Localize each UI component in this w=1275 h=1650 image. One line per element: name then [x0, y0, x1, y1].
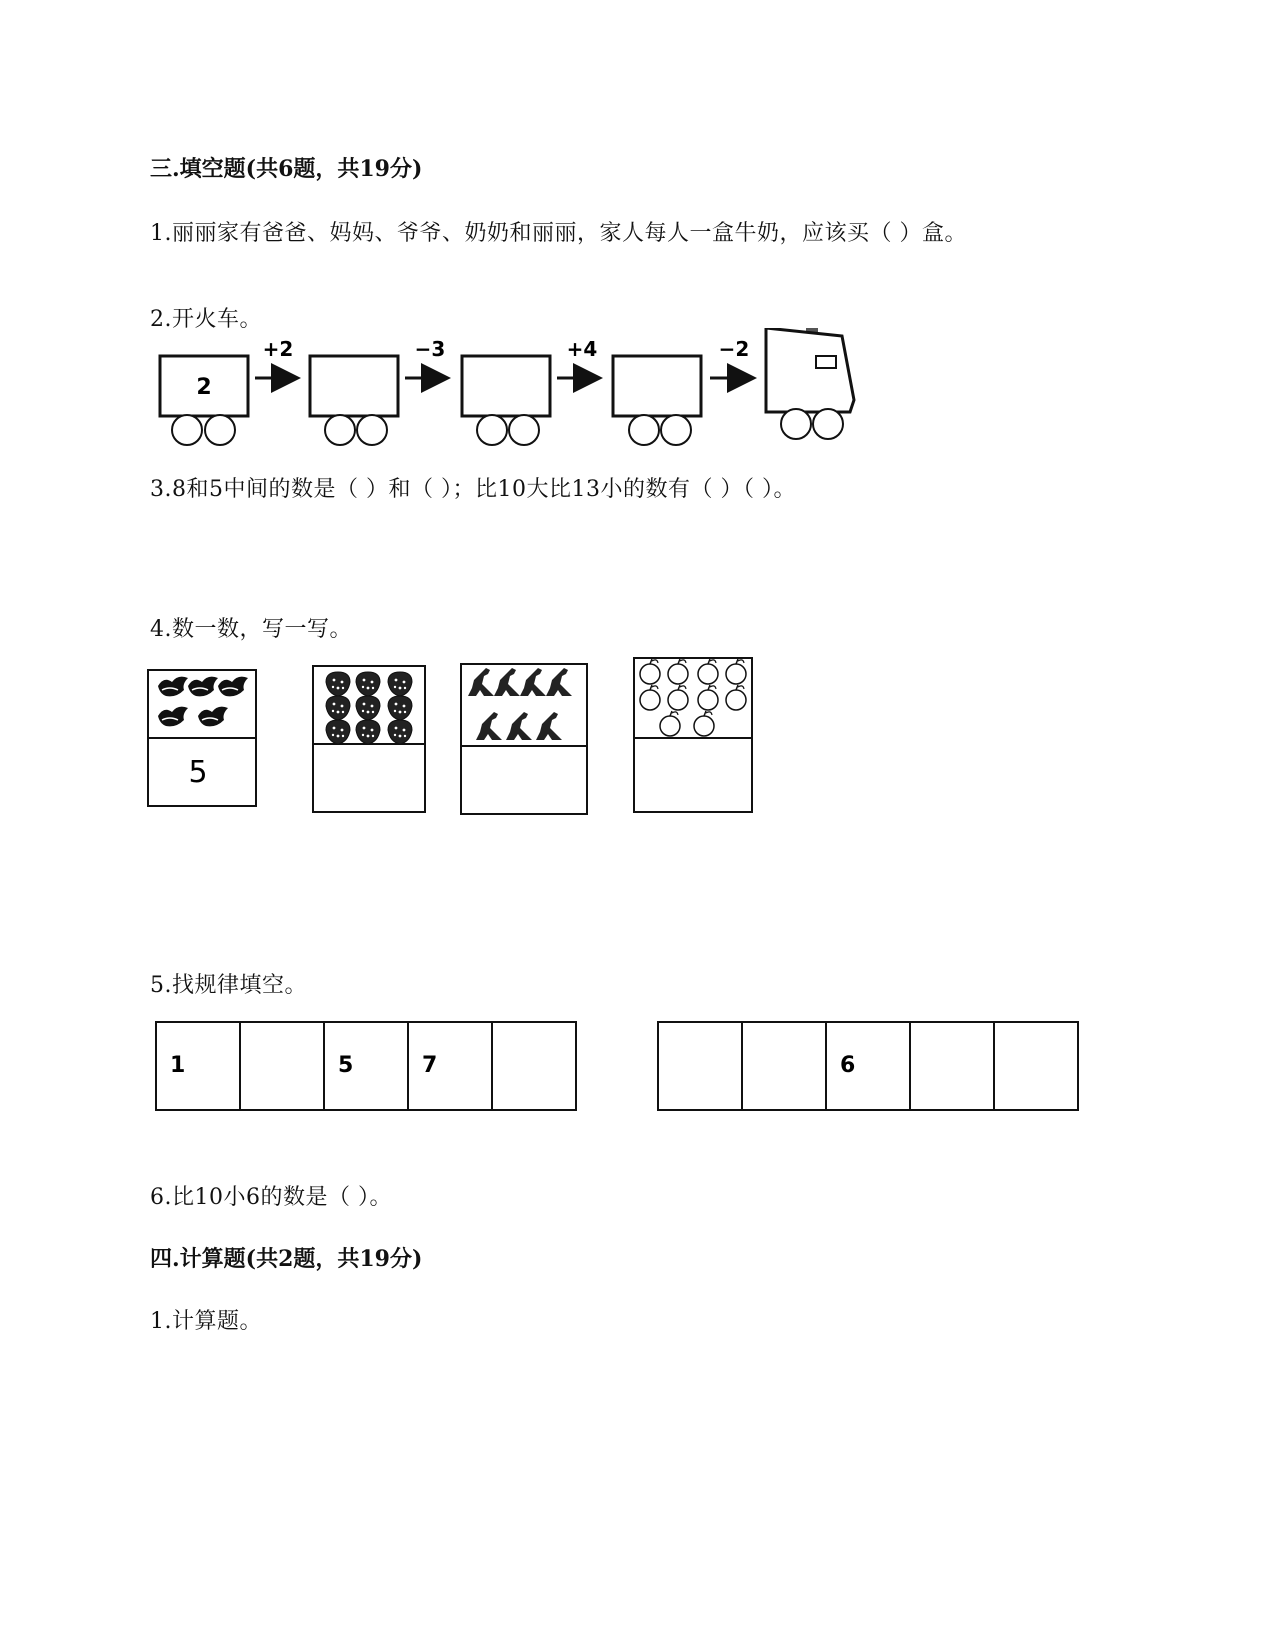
- question-2: 2.开火车。: [150, 307, 262, 332]
- pattern-cell: 5: [338, 1053, 354, 1078]
- section-heading: 三.填空题(共6题，共19分): [150, 156, 423, 182]
- pattern-row: [658, 1022, 1078, 1110]
- question-3: 3.8和5中间的数是（ ）和（ ）；比10大比13小的数有（ ）（ ）。: [150, 477, 796, 502]
- train-arrow: [557, 337, 600, 378]
- train-arrow: [255, 337, 298, 378]
- train-arrow: [405, 337, 448, 378]
- question-5: 5.找规律填空。: [150, 973, 307, 998]
- pattern-cell: 6: [840, 1053, 856, 1078]
- question-6: 6.比10小6的数是（ ）。: [150, 1185, 392, 1210]
- train-car: [462, 356, 550, 445]
- pattern-cell: 7: [422, 1053, 438, 1078]
- count-answer: 5: [188, 755, 208, 790]
- train-op-label: +2: [262, 337, 294, 361]
- section-heading: 四.计算题(共2题，共19分): [150, 1246, 423, 1272]
- train-car: [613, 356, 701, 445]
- pattern-cell: 1: [170, 1053, 186, 1078]
- train-op-label: +4: [566, 337, 598, 361]
- pattern-row: [156, 1022, 576, 1110]
- train-car: [310, 356, 398, 445]
- train-diagram: [150, 328, 910, 448]
- count-box: [313, 666, 425, 812]
- train-locomotive: [766, 328, 854, 439]
- question-4: 4.数一数，写一写。: [150, 617, 352, 642]
- counting-figures: [140, 650, 780, 830]
- question-1: 1.丽丽家有爸爸、妈妈、爷爷、奶奶和丽丽，家人每人一盒牛奶，应该买（ ）盒。: [150, 221, 967, 246]
- train-op-label: −3: [414, 337, 446, 361]
- count-box: [634, 658, 752, 812]
- count-box: [148, 670, 256, 806]
- train-car-value: 2: [196, 375, 212, 400]
- count-box: [461, 664, 587, 814]
- train-op-label: −2: [718, 337, 750, 361]
- pattern-grids: [150, 1014, 1085, 1124]
- question-1: 1.计算题。: [150, 1309, 262, 1334]
- train-car: [160, 356, 248, 445]
- train-arrow: [710, 337, 754, 378]
